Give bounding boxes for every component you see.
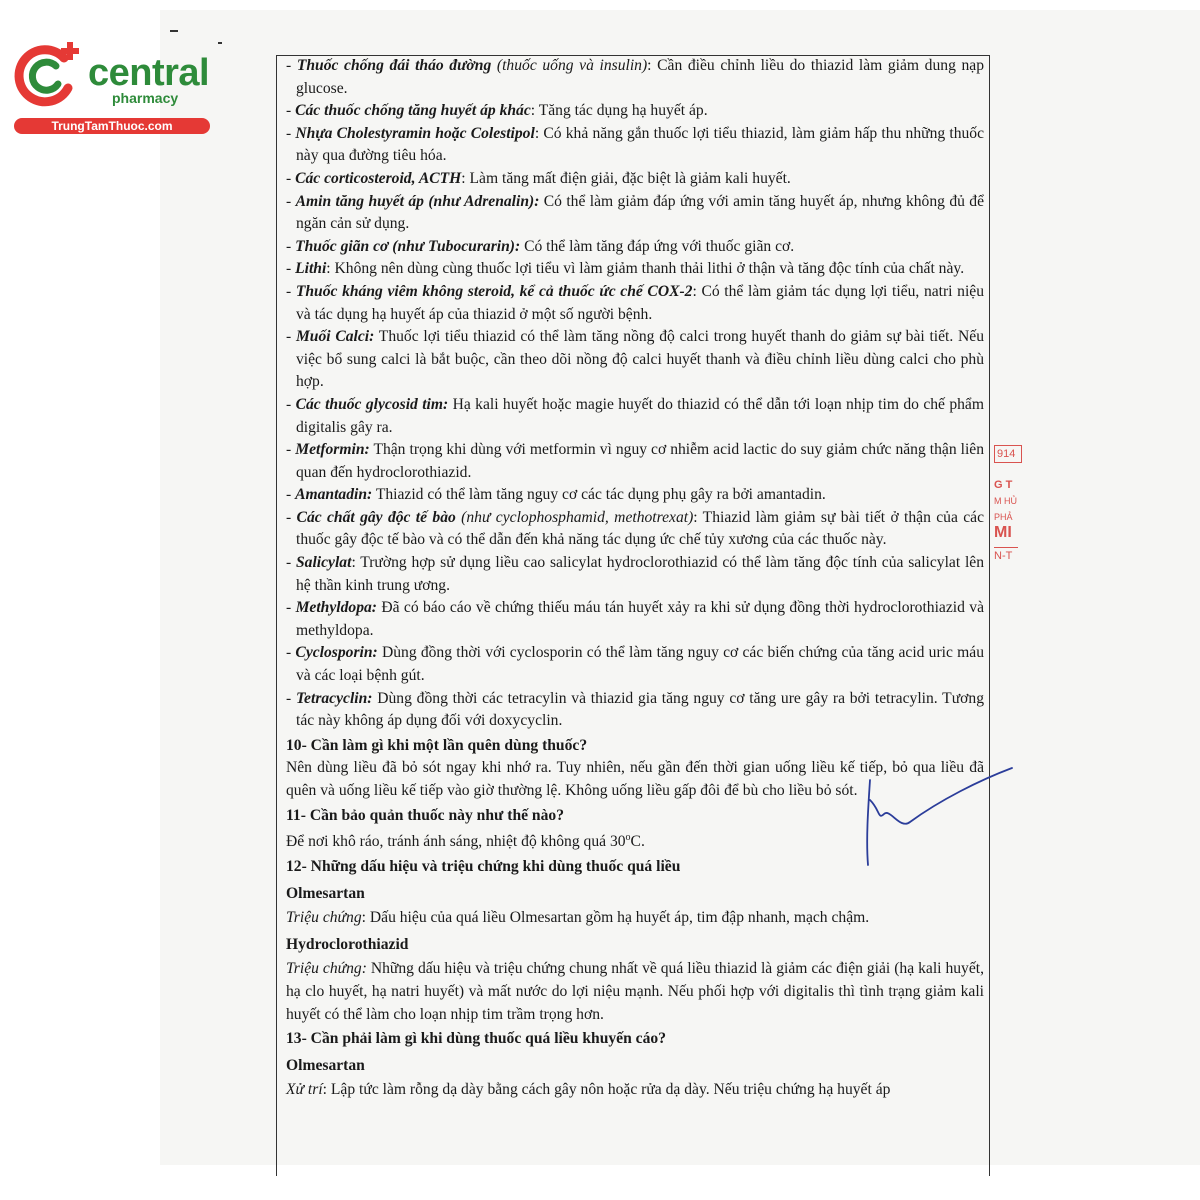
scan-mark bbox=[170, 30, 178, 32]
stamp-fragment: 914 G T M HỦ PHẢ MI N-T bbox=[994, 445, 1034, 605]
logo-name: central bbox=[88, 52, 210, 94]
section-12-hydroclorothiazid-text: Triệu chứng: Những dấu hiệu và triệu chứng chung nhất về quá liều thiazid là giảm các điện giải (hạ kali huyết, hạ clo huyết, hạ natri huyết) và mất nước do lợi niệu mạnh. Nếu phối hợp với digitalis thì tình trạng giảm kali huyết có thể làm cho loạn nhịp tim trầm trọng hơn. bbox=[286, 960, 984, 1023]
section-13-title: 13- Cần phải làm gì khi dùng thuốc quá liều khuyến cáo? bbox=[286, 1030, 666, 1048]
section-11-title: 11- Cần bảo quản thuốc này như thế nào? bbox=[286, 806, 564, 824]
interaction-item: - Amantadin: Thiazid có thể làm tăng nguy cơ các tác dụng phụ gây ra bởi amantadin. bbox=[286, 484, 984, 507]
interaction-item: - Cyclosporin: Dùng đồng thời với cyclosporin có thể làm tăng nguy cơ các biến chứng của tăng acid uric máu và các loại bệnh gút. bbox=[286, 642, 984, 687]
central-pharmacy-logo bbox=[10, 38, 220, 138]
interaction-item: - Các chất gây độc tế bào (như cyclophosphamid, methotrexat): Thiazid làm giảm sự bài tiết ở thận của các thuốc gây độc tế bào và có thể dẫn đến khả năng tác dụng ức chế tủy xương của các thuốc này. bbox=[286, 507, 984, 552]
interaction-item: - Thuốc chống đái tháo đường (thuốc uống và insulin): Cần điều chỉnh liều do thiazid làm giảm dung nạp glucose. bbox=[286, 55, 984, 100]
section-12-olmesartan: Olmesartan bbox=[286, 884, 365, 902]
interaction-item: - Lithi: Không nên dùng cùng thuốc lợi tiểu vì làm giảm thanh thải lithi ở thận và tăng độc tính của chất này. bbox=[286, 258, 984, 281]
interaction-item: - Các thuốc chống tăng huyết áp khác: Tăng tác dụng hạ huyết áp. bbox=[286, 100, 984, 123]
section-12-hydroclorothiazid: Hydroclorothiazid bbox=[286, 935, 409, 953]
interaction-item: - Salicylat: Trường hợp sử dụng liều cao salicylat hydroclorothiazid có thể làm tăng độc tính của salicylat lên hệ thần kinh trung ương. bbox=[286, 552, 984, 597]
section-13-text: Xử trí: Lập tức làm rỗng dạ dày bằng cách gây nôn hoặc rửa dạ dày. Nếu triệu chứng hạ huyết áp bbox=[286, 1081, 891, 1099]
signature-mark bbox=[840, 760, 1020, 880]
logo-mark-icon bbox=[10, 38, 86, 114]
section-13-olmesartan: Olmesartan bbox=[286, 1056, 365, 1074]
interaction-item: - Các corticosteroid, ACTH: Làm tăng mất điện giải, đặc biệt là giảm kali huyết. bbox=[286, 168, 984, 191]
section-12-olmesartan-text: Triệu chứng: Dấu hiệu của quá liều Olmesartan gồm hạ huyết áp, tim đập nhanh, mạch chậm. bbox=[286, 909, 870, 927]
logo-sub: pharmacy bbox=[112, 90, 179, 106]
interaction-item: - Tetracyclin: Dùng đồng thời các tetracylin và thiazid gia tăng nguy cơ tăng ure gây ra bởi tetracylin. Tương tác này không áp dụng đối với doxycyclin. bbox=[286, 688, 984, 733]
section-10-title: 10- Cần làm gì khi một lần quên dùng thuốc? bbox=[286, 736, 588, 754]
interaction-item: - Metformin: Thận trọng khi dùng với metformin vì nguy cơ nhiễm acid lactic do suy giảm chức năng thận liên quan đến hydroclorothiazid. bbox=[286, 439, 984, 484]
document-content bbox=[286, 55, 984, 1102]
interaction-item: - Methyldopa: Đã có báo cáo về chứng thiếu máu tán huyết xảy ra khi sử dụng đồng thời hydroclorothiazid và methyldopa. bbox=[286, 597, 984, 642]
interaction-list bbox=[286, 55, 984, 733]
logo-site: TrungTamThuoc.com bbox=[14, 118, 210, 134]
interaction-item: - Thuốc kháng viêm không steroid, kể cả thuốc ức chế COX-2: Có thể làm giảm tác dụng lợi tiểu, natri niệu và tác dụng hạ huyết áp của thiazid ở một số người bệnh. bbox=[286, 281, 984, 326]
section-12-title: 12- Những dấu hiệu và triệu chứng khi dùng thuốc quá liều bbox=[286, 857, 681, 875]
interaction-item: - Các thuốc glycosid tim: Hạ kali huyết hoặc magie huyết do thiazid có thể dẫn tới loạn nhịp tim do chế phẩm digitalis gây ra. bbox=[286, 394, 984, 439]
interaction-item: - Thuốc giãn cơ (như Tubocurarin): Có thể làm tăng đáp ứng với thuốc giãn cơ. bbox=[286, 236, 984, 259]
section-11-text: Để nơi khô ráo, tránh ánh sáng, nhiệt độ không quá 30$^o$C. bbox=[286, 832, 645, 851]
interaction-item: - Muối Calci: Thuốc lợi tiểu thiazid có thể làm tăng nồng độ calci trong huyết thanh do giảm sự bài tiết. Nếu việc bổ sung calci là bắt buộc, cần theo dõi nồng độ calci huyết thanh và điều chỉnh liều dùng calci cho phù hợp. bbox=[286, 326, 984, 394]
interaction-item: - Nhựa Cholestyramin hoặc Colestipol: Có khả năng gắn thuốc lợi tiểu thiazid, làm giảm hấp thu những thuốc này qua đường tiêu hóa. bbox=[286, 123, 984, 168]
interaction-item: - Amin tăng huyết áp (như Adrenalin): Có thể làm giảm đáp ứng với amin tăng huyết áp, nhưng không đủ để ngăn cản sử dụng. bbox=[286, 191, 984, 236]
section-10-text: Nên dùng liều đã bỏ sót ngay khi nhớ ra. Tuy nhiên, nếu gần đến thời gian uống liều kế tiếp, bỏ qua liều đã quên và uống liều kế tiếp vào giờ thường lệ. Không uống liều gấp đôi để bù cho liều bỏ sót. bbox=[286, 759, 984, 799]
